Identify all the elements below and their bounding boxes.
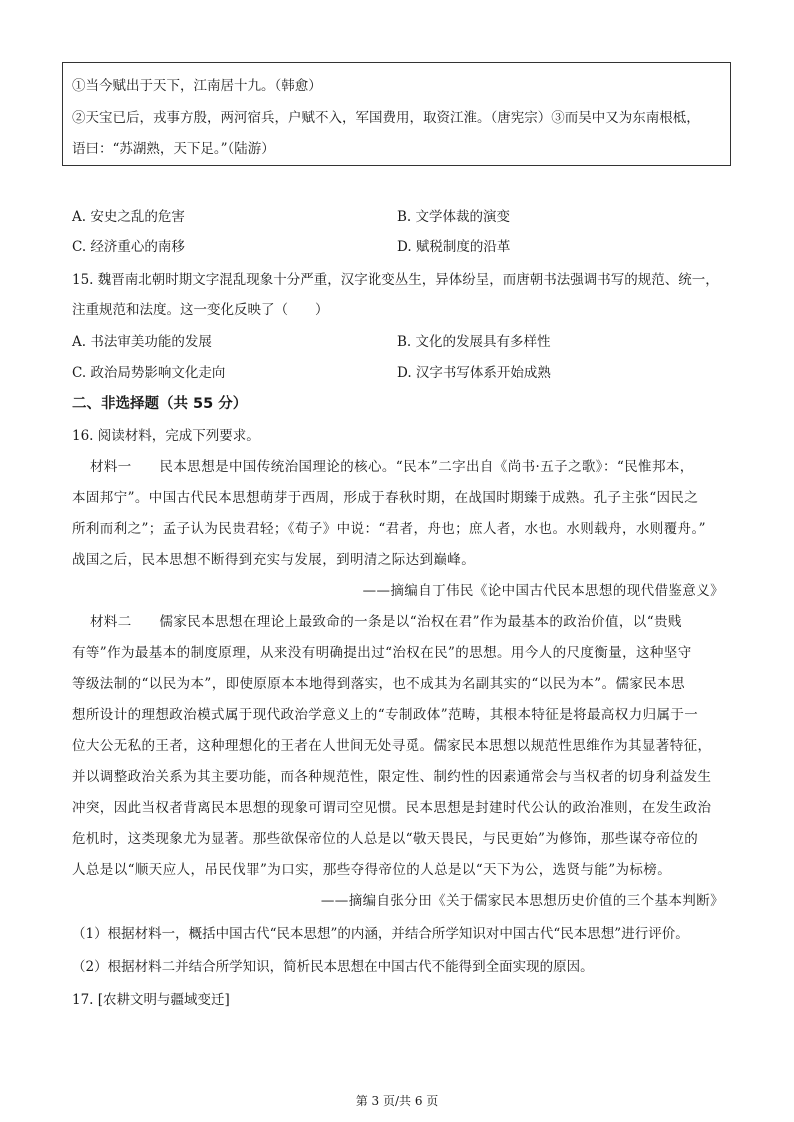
material-1-line: 材料一 民本思想是中国传统治国理论的核心。“民本”二字出自《尚书·五子之歌》：“民惟邦本， (90, 459, 694, 475)
page-footer: 第 3 页/共 6 页 (355, 1094, 439, 1108)
q15-option-a[interactable]: A. 书法审美功能的发展 (72, 334, 212, 350)
q16-intro: 16. 阅读材料，完成下列要求。 (72, 428, 260, 444)
material-2-line: 危机时，这类现象尤为显著。那些欲保帝位的人总是以“敬天畏民，与民更始”为修饰，那些谋夺帝位的 (72, 831, 699, 847)
q16-subquestion-2: （2）根据材料二并结合所学知识，简析民本思想在中国古代不能得到全面实现的原因。 (72, 959, 594, 975)
q15-option-d[interactable]: D. 汉字书写体系开始成熟 (397, 365, 551, 381)
material-2-source: ——摘编自张分田《关于儒家民本思想历史价值的三个基本判断》 (320, 893, 724, 909)
q14-option-c[interactable]: C. 经济重心的南移 (72, 239, 185, 255)
material-2-line: 想所设计的理想政治模式属于现代政治学意义上的“专制政体”范畴，其根本特征是将最高权力归属于一 (72, 707, 699, 723)
quote-line-1: ①当今赋出于天下，江南居十九。（韩愈） (72, 78, 322, 94)
material-2-line: 等级法制的“以民为本”，即使原原本本地得到落实，也不成其为名副其实的“以民为本”。儒家民本思 (72, 676, 686, 692)
section-heading: 二、非选择题（共 55 分） (72, 396, 248, 412)
q15-stem-line-2: 注重规范和法度。这一变化反映了（ ） (72, 302, 329, 318)
q14-option-d[interactable]: D. 赋税制度的沿革 (397, 239, 511, 255)
q14-option-b[interactable]: B. 文学体裁的演变 (397, 209, 511, 225)
quote-line-3: 语曰：“苏湖熟，天下足。”（陆游） (72, 141, 275, 157)
material-1-line: 所利而利之”；孟子认为民贵君轻；《荀子》中说：“君者，舟也；庶人者，水也。水则载舟，水则覆舟。” (72, 521, 706, 537)
material-2-line: 位大公无私的王者，这种理想化的王者在人世间无处寻觅。儒家民本思想以规范性思维作为其显著特征， (72, 738, 712, 754)
material-1-line: 本固邦宁”。中国古代民本思想萌芽于西周，形成于春秋时期，在战国时期臻于成熟。孔子主张“因民之 (72, 490, 699, 506)
material-2-line: 人总是以“顺天应人，吊民伐罪”为口实，那些夺得帝位的人总是以“天下为公，选贤与能”为标榜。 (72, 862, 672, 878)
q14-option-a[interactable]: A. 安史之乱的危害 (72, 209, 185, 225)
quote-line-2: ②天宝已后，戎事方殷，两河宿兵，户赋不入，军国费用，取资江淮。（唐宪宗）③而吴中又为东南根柢， (72, 110, 700, 126)
q16-subquestion-1: （1）根据材料一，概括中国古代“民本思想”的内涵，并结合所学知识对中国古代“民本思想”进行评价。 (72, 926, 689, 942)
q15-option-b[interactable]: B. 文化的发展具有多样性 (397, 334, 551, 350)
material-1-source: ——摘编自丁伟民《论中国古代民本思想的现代借鉴意义》 (362, 583, 724, 599)
q15-option-c[interactable]: C. 政治局势影响文化走向 (72, 365, 226, 381)
material-1-line: 战国之后，民本思想不断得到充实与发展，到明清之际达到巅峰。 (72, 552, 476, 568)
material-2-line: 有等”作为最基本的制度原理，从来没有明确提出过“治权在民”的思想。用今人的尺度衡量，这种坚守 (72, 645, 692, 661)
q15-stem-line-1: 15. 魏晋南北朝时期文字混乱现象十分严重，汉字讹变丛生，异体纷呈，而唐朝书法强调书写的规范、统一， (72, 272, 719, 288)
material-2-line: 并以调整政治关系为其主要功能，而各种规范性，限定性、制约性的因素通常会与当权者的切身利益发生 (72, 769, 712, 785)
q17-heading: 17. [农耕文明与疆域变迁] (72, 992, 230, 1008)
material-2-line: 材料二 儒家民本思想在理论上最致命的一条是以“治权在君”作为最基本的政治价值，以“贵贱 (90, 614, 682, 630)
material-2-line: 冲突，因此当权者背离民本思想的现象可谓司空见惯。民本思想是封建时代公认的政治准则，在发生政治 (72, 800, 712, 816)
